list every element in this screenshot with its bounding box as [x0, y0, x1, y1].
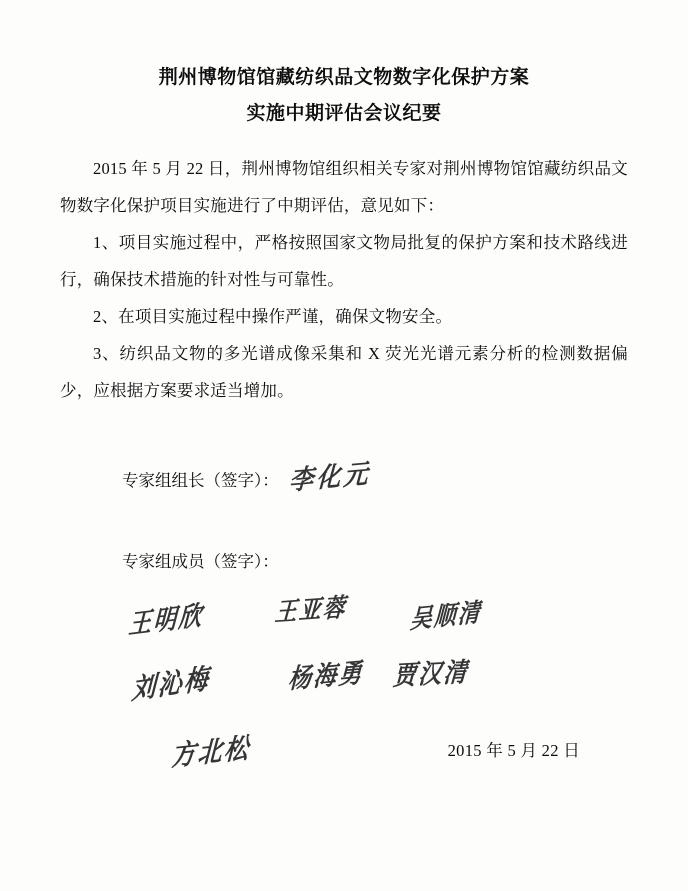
- member-signature-4: 刘沁梅: [130, 662, 211, 707]
- member-signature-2: 王亚蓉: [273, 593, 348, 629]
- title-line-1: 荆州博物馆馆藏纺织品文物数字化保护方案: [158, 67, 530, 88]
- leader-signature-handwriting: 李化元: [288, 458, 372, 497]
- members-signature-area: [60, 585, 628, 795]
- paragraph-item-1: 1、项目实施过程中，严格按照国家文物局批复的保护方案和技术路线进行，确保技术措施的针对性与可靠性。: [60, 233, 628, 289]
- member-signature-3: 吴顺清: [409, 597, 483, 636]
- member-signature-7: 方北松: [170, 732, 252, 774]
- paragraph-intro: 2015 年 5 月 22 日，荆州博物馆组织相关专家对荆州博物馆馆藏纺织品文物数字化保护项目实施进行了中期评估，意见如下：: [60, 159, 628, 215]
- document-date: 2015 年 5 月 22 日: [447, 741, 580, 761]
- members-signature-label: 专家组成员（签字）：: [122, 552, 279, 572]
- signature-section: [60, 458, 628, 795]
- paragraph-item-2: 2、在项目实施过程中操作严谨，确保文物安全。: [93, 307, 453, 326]
- document-body: [60, 60, 628, 795]
- document-title: [60, 60, 628, 132]
- paragraph-item-3: 3、纺织品文物的多光谱成像采集和 X 荧光光谱元素分析的检测数据偏少，应根据方案要求适当增加。: [60, 344, 628, 400]
- member-signature-6: 贾汉清: [392, 657, 470, 693]
- leader-signature-label: 专家组组长（签字）：: [122, 471, 279, 491]
- leader-signature-row: [60, 458, 628, 498]
- members-signature-row: [60, 544, 628, 579]
- member-signature-5: 杨海勇: [287, 657, 365, 696]
- member-signature-1: 王明欣: [127, 600, 205, 642]
- title-line-2: 实施中期评估会议纪要: [246, 103, 442, 124]
